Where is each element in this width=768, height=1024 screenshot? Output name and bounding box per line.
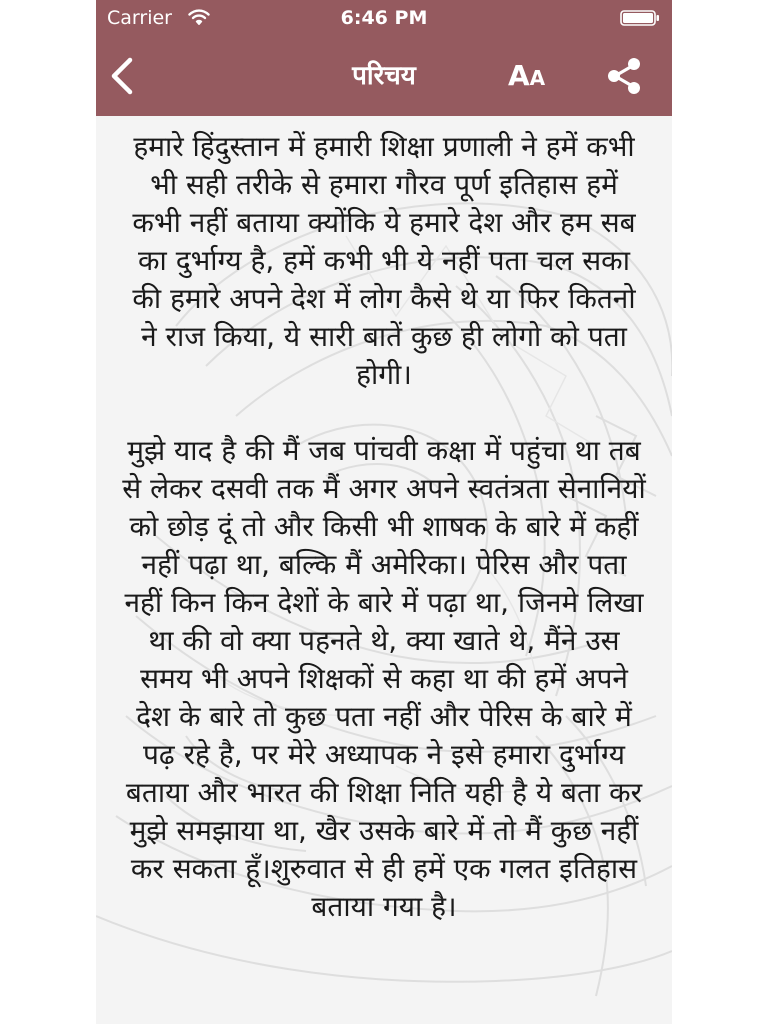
page-title: परिचय xyxy=(352,61,416,91)
battery-icon xyxy=(620,10,660,26)
text-size-button[interactable] xyxy=(508,56,554,96)
share-button[interactable] xyxy=(602,54,646,98)
status-time: 6:46 PM xyxy=(340,7,428,29)
carrier-name: Carrier xyxy=(107,7,172,29)
article-body xyxy=(122,128,646,964)
article-paragraph: हमारे हिंदुस्तान में हमारी शिक्षा प्रणाली ने हमें कभी भी सही तरीके से हमारा गौरव पूर्ण इतिहास हमें कभी नहीं बताया क्योंकि ये हमारे देश और हम सब का दुर्भाग्य है, हमें कभी भी ये नहीं पता चल सका की हमारे अपने देश में लोग कैसे थे या फिर कितनो ने राज किया, ये सारी बातें कुछ ही लोगो को पता होगी। xyxy=(132,130,636,391)
article-paragraph: मुझे याद है की मैं जब पांचवी कक्षा में पहुंचा था तब से लेकर दसवी तक मैं अगर अपने स्वतंत्रता सेनानियों को छोड़ दूं तो और किसी भी शाषक के बारे में कहीं नहीं पढ़ा था, बल्कि मैं अमेरिका। पेरिस और पता नहीं किन किन देशों के बारे में पढ़ा था, जिनमे लिखा था की वो क्या पहनते थे, क्या खाते थे, मैंने उस समय भी अपने शिक्षकों से कहा था की हमें अपने देश के बारे तो कुछ पता नहीं और पेरिस के बारे में पढ़ रहे है, पर मेरे अध्यापक ने इसे हमारा दुर्भाग्य बताया और भारत की शिक्षा निति यही है ये बता कर मुझे समझाया था, खैर उसके बारे में तो मैं कुछ नहीं कर सकता हूँ।शुरुवात से ही हमें एक गलत इतिहास बताया गया है। xyxy=(122,434,646,923)
status-bar xyxy=(96,0,672,36)
app-screen xyxy=(96,0,672,1024)
app-header xyxy=(96,0,672,116)
text-size-icon-large: A xyxy=(508,59,530,92)
text-size-icon-small: A xyxy=(529,66,546,90)
share-icon xyxy=(602,54,646,98)
navigation-bar xyxy=(96,36,672,116)
